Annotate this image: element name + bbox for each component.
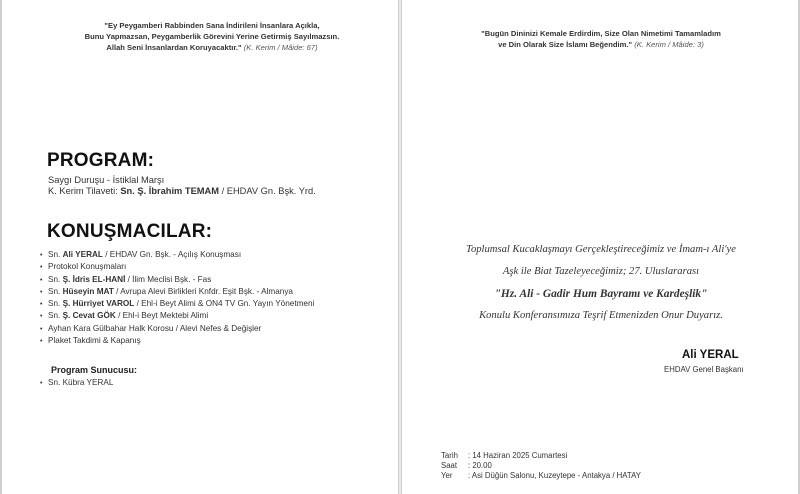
- left-verse: [42, 20, 382, 53]
- detail-label: Tarih: [441, 451, 458, 460]
- speaker-item: [40, 274, 314, 286]
- program-item: Saygı Duruşu - İstiklal Marşı: [48, 175, 165, 185]
- detail-label: Yer: [441, 471, 453, 480]
- program-title: PROGRAM:: [47, 150, 155, 171]
- speaker-role: / EHDAV Gn. Bşk. - Açılış Konuşması: [102, 250, 242, 259]
- speakers-list: [40, 249, 314, 347]
- signature-name: Ali YERAL: [682, 349, 739, 361]
- detail-value: : 14 Haziran 2025 Cumartesi: [468, 451, 568, 460]
- invitation-line: Konulu Konferansımıza Teşrif Etmenizden Onur Duyarız.: [479, 310, 723, 321]
- detail-value: : Asi Düğün Salonu, Kuzeytepe - Antakya / HATAY: [468, 471, 641, 480]
- speaker-text: Sn.: [48, 311, 63, 321]
- event-title: "Hz. Ali - Gadir Hum Bayramı ve Kardeşlik": [494, 288, 708, 300]
- speaker-text: Ayhan Kara Gülbahar Halk Korosu / Alevi Nefes & Değişler: [48, 323, 262, 333]
- program-item-role: / EHDAV Gn. Bşk. Yrd.: [219, 186, 316, 196]
- detail-row-venue: [441, 471, 641, 481]
- detail-label: Saat: [441, 461, 458, 470]
- speaker-item: [40, 323, 314, 335]
- right-verse: [420, 28, 782, 50]
- bullet-icon: •: [40, 313, 43, 321]
- invitation-line: Aşk ile Biat Tazeleyeceğimiz; 27. Uluslararası: [502, 266, 700, 277]
- speaker-role: / İlim Meclisi Bşk. - Fas: [125, 274, 212, 284]
- left-page: [0, 0, 398, 494]
- bullet-icon: •: [40, 264, 43, 272]
- presenter: [40, 378, 113, 387]
- verse-line: "Bugün Dininizi Kemale Erdirdim, Size Olan Nimetimi Tamamladım: [481, 29, 721, 38]
- signature-title: EHDAV Genel Başkanı: [664, 365, 744, 374]
- bullet-icon: •: [40, 301, 43, 309]
- verse-line: "Ey Peygamberi Rabbinden Sana İndirileni İnsanlara Açıkla,: [104, 21, 320, 30]
- verse-reference: (K. Kerim / Mâide: 67): [243, 43, 318, 52]
- speaker-name: Ş. Hürriyet VAROL: [62, 299, 135, 309]
- speaker-role: / Ehl-i Beyt Alimi & ON4 TV Gn. Yayın Yönetmeni: [134, 299, 315, 309]
- bullet-icon: •: [40, 276, 43, 284]
- speaker-item: [40, 286, 314, 298]
- detail-row-time: [441, 461, 641, 471]
- speaker-role: / Avrupa Alevi Birlikleri Knfdr. Eşit Bşk. - Almanya: [113, 286, 293, 296]
- presenter-title: Program Sunucusu:: [51, 365, 138, 375]
- speaker-text: Sn.: [48, 274, 63, 284]
- speaker-item: [40, 310, 314, 322]
- invitation-text: [420, 239, 782, 327]
- speaker-text: Sn.: [48, 286, 63, 296]
- speaker-item: [40, 335, 314, 347]
- bullet-icon: •: [40, 338, 43, 346]
- presenter-name: Sn. Kübra YERAL: [48, 378, 114, 387]
- speaker-item: [40, 298, 314, 310]
- detail-row-date: [441, 451, 641, 461]
- bullet-icon: •: [40, 252, 43, 259]
- event-details: [441, 451, 641, 481]
- speaker-text: Protokol Konuşmaları: [48, 262, 127, 272]
- verse-line-text: ve Din Olarak Size İslamı Beğendim.": [498, 40, 633, 49]
- detail-value: : 20.00: [468, 461, 492, 470]
- speaker-item: [40, 261, 314, 273]
- program-item-name: Sn. Ş. İbrahim TEMAM: [120, 186, 219, 196]
- speaker-name: Ş. Cevat GÖK: [62, 311, 116, 321]
- verse-line-text: Allah Seni İnsanlardan Koruyacaktır.": [106, 43, 242, 52]
- speaker-name: Hüseyin MAT: [62, 286, 114, 296]
- verse-line: Bunu Yapmazsan, Peygamberlik Görevini Yerine Getirmiş Sayılmazsın.: [84, 32, 340, 41]
- speaker-text: Plaket Takdimi & Kapanış: [48, 336, 141, 346]
- speaker-item: [40, 249, 314, 261]
- bullet-icon: •: [40, 380, 43, 387]
- speaker-text: Sn.: [48, 299, 63, 309]
- verse-reference: (K. Kerim / Mâide: 3): [634, 40, 704, 49]
- speaker-name: Ş. İdris EL-HANİ: [62, 274, 126, 284]
- invitation-line: Toplumsal Kucaklaşmayı Gerçekleştireceğimiz ve İmam-ı Ali'ye: [466, 244, 736, 255]
- speaker-name: Ali YERAL: [62, 250, 103, 259]
- bullet-icon: •: [40, 288, 43, 296]
- verse-line: [42, 42, 382, 53]
- program-item: [48, 186, 316, 197]
- speaker-role: / Ehl-i Beyt Mektebi Alimi: [115, 311, 209, 321]
- verse-line: [420, 39, 782, 50]
- speakers-title: KONUŞMACILAR:: [47, 221, 213, 242]
- bullet-icon: •: [40, 325, 43, 333]
- speaker-text: Sn.: [48, 250, 63, 259]
- program-list: [48, 175, 316, 197]
- program-item-label: K. Kerim Tilaveti:: [48, 186, 121, 196]
